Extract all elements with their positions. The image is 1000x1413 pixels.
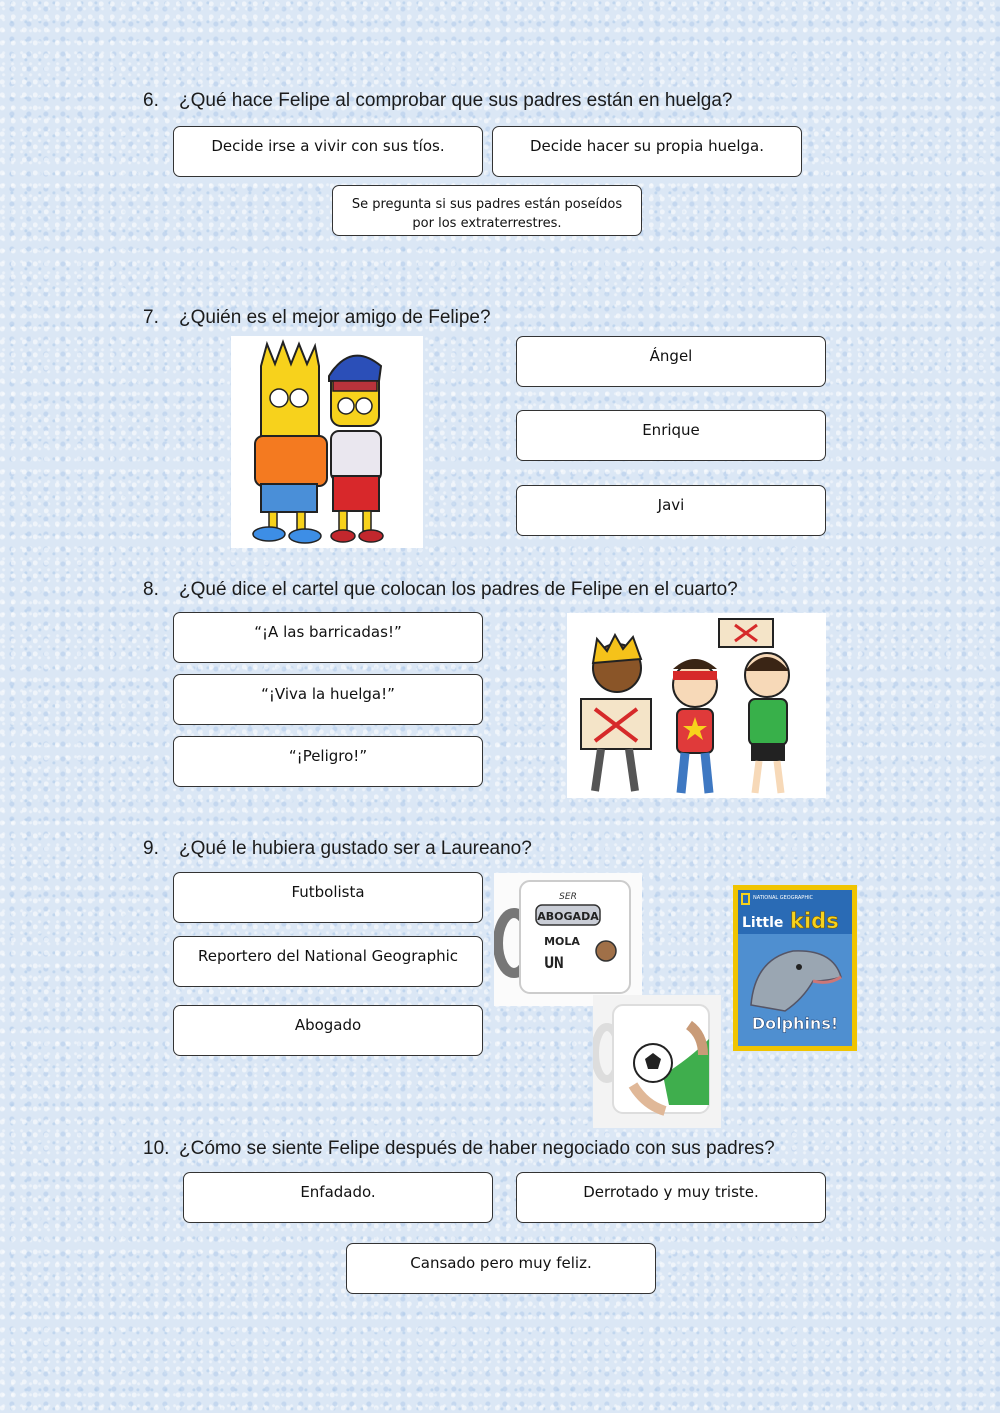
national-geographic-kids-magazine [733, 885, 857, 1051]
question-text: ¿Quién es el mejor amigo de Felipe? [179, 307, 491, 328]
protesting-kids-image [567, 613, 826, 798]
question-9 [143, 838, 532, 860]
question-number: 9. [143, 838, 159, 859]
magazine-title-little: Little [742, 915, 784, 931]
mug-text-mola: MOLA [544, 935, 580, 948]
answer-option[interactable]: “¡Viva la huelga!” [173, 674, 483, 725]
mug-text-ser: SER [559, 892, 577, 902]
question-number: 7. [143, 307, 159, 328]
question-number: 6. [143, 90, 159, 111]
mug-text-abogada: ABOGADA [537, 910, 599, 923]
answer-option[interactable]: Ángel [516, 336, 826, 387]
question-8 [143, 579, 738, 601]
magazine-cover-text: Dolphins! [751, 1014, 839, 1033]
magazine-title-kids: kids [790, 909, 839, 933]
question-text: ¿Qué le hubiera gustado ser a Laureano? [179, 838, 532, 859]
question-number: 8. [143, 579, 159, 600]
football-mug-image [593, 995, 721, 1128]
answer-option[interactable]: Javi [516, 485, 826, 536]
question-6 [143, 90, 732, 112]
answer-option[interactable]: Decide hacer su propia huelga. [492, 126, 802, 177]
answer-option[interactable]: Enfadado. [183, 1172, 493, 1223]
question-10 [143, 1138, 775, 1160]
answer-option[interactable]: Reportero del National Geographic [173, 936, 483, 987]
answer-option[interactable]: “¡A las barricadas!” [173, 612, 483, 663]
question-text: ¿Qué hace Felipe al comprobar que sus padres están en huelga? [179, 90, 733, 111]
answer-option[interactable]: Cansado pero muy feliz. [346, 1243, 656, 1294]
question-number: 10. [143, 1138, 170, 1159]
question-text: ¿Qué dice el cartel que colocan los padres de Felipe en el cuarto? [179, 579, 738, 600]
question-7 [143, 307, 491, 329]
answer-option[interactable]: Enrique [516, 410, 826, 461]
answer-option[interactable]: “¡Peligro!” [173, 736, 483, 787]
magazine-publisher: NATIONAL GEOGRAPHIC [753, 895, 814, 901]
answer-option[interactable]: Derrotado y muy triste. [516, 1172, 826, 1223]
answer-option[interactable]: Decide irse a vivir con sus tíos. [173, 126, 483, 177]
question-text: ¿Cómo se siente Felipe después de haber negociado con sus padres? [179, 1138, 775, 1159]
answer-option[interactable]: Abogado [173, 1005, 483, 1056]
lawyer-mug-image [494, 873, 642, 1006]
answer-option[interactable]: Futbolista [173, 872, 483, 923]
answer-option[interactable]: Se pregunta si sus padres están poseídos por los extraterrestres. [332, 185, 642, 236]
cartoon-friends-image [231, 336, 423, 548]
mug-text-un: UN [544, 953, 564, 972]
